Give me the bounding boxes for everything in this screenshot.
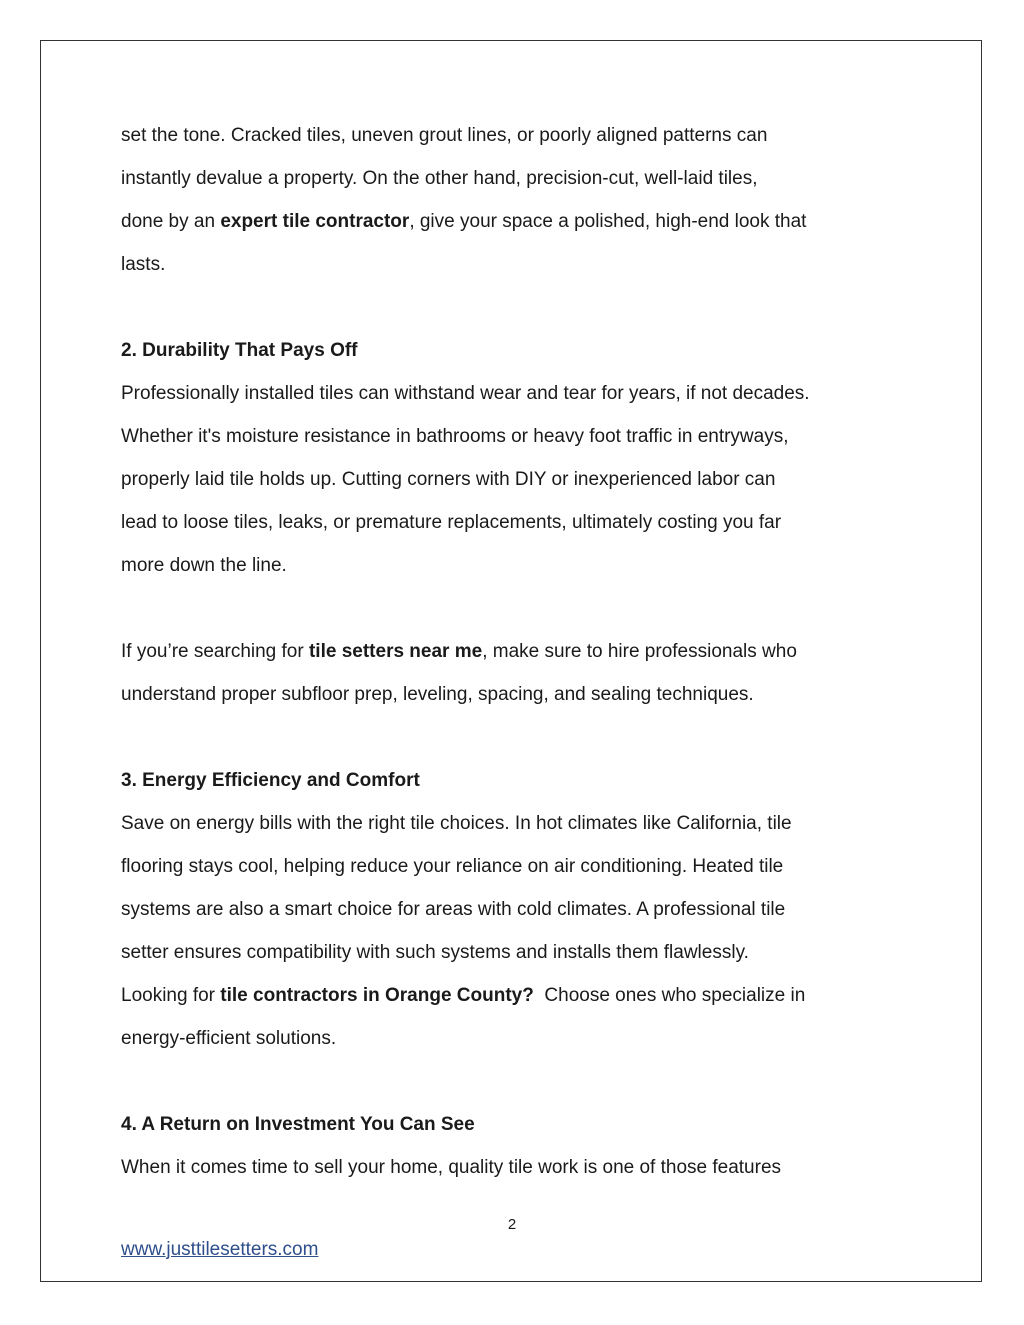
text-line: lasts. — [121, 254, 166, 275]
text-line — [121, 630, 921, 673]
website-link[interactable]: www.justtilesetters.com — [121, 1239, 319, 1260]
text-line — [121, 974, 921, 1017]
spacer — [121, 1060, 921, 1103]
spacer — [121, 716, 921, 759]
text-line: energy-efficient solutions. — [121, 1028, 337, 1049]
text-line: Professionally installed tiles can withstand wear and tear for years, if not decades. — [121, 383, 810, 404]
text-run: , give your space a polished, high-end look that — [409, 211, 807, 232]
document-body — [121, 114, 921, 1189]
page-number: 2 — [507, 1216, 517, 1233]
section-energy — [121, 759, 921, 1060]
text-run: , make sure to hire professionals who — [482, 641, 797, 662]
text-run: Choose ones who specialize in — [533, 985, 806, 1006]
text-line: When it comes time to sell your home, quality tile work is one of those features — [121, 1157, 782, 1178]
text-line: flooring stays cool, helping reduce your reliance on air conditioning. Heated tile — [121, 856, 784, 877]
text-run: Looking for — [121, 985, 221, 1006]
spacer — [121, 286, 921, 329]
text-line: more down the line. — [121, 555, 287, 576]
text-line — [121, 200, 921, 243]
section-roi — [121, 1103, 921, 1189]
bold-keyword: expert tile contractor — [220, 211, 410, 232]
text-line: Save on energy bills with the right tile choices. In hot climates like California, tile — [121, 813, 792, 834]
text-line: properly laid tile holds up. Cutting corners with DIY or inexperienced labor can — [121, 469, 776, 490]
text-run: If you’re searching for — [121, 641, 309, 662]
section-durability — [121, 329, 921, 716]
text-run: done by an — [121, 211, 221, 232]
section-heading: 4. A Return on Investment You Can See — [121, 1114, 475, 1135]
text-line: systems are also a smart choice for areas with cold climates. A professional tile — [121, 899, 786, 920]
text-line: set the tone. Cracked tiles, uneven grout lines, or poorly aligned patterns can — [121, 125, 768, 146]
text-line: Whether it's moisture resistance in bathrooms or heavy foot traffic in entryways, — [121, 426, 789, 447]
section-heading: 3. Energy Efficiency and Comfort — [121, 770, 420, 791]
bold-keyword: tile setters near me — [308, 641, 483, 662]
spacer — [121, 587, 921, 630]
bold-keyword: tile contractors in Orange County? — [220, 985, 534, 1006]
text-line: setter ensures compatibility with such systems and installs them flawlessly. — [121, 942, 749, 963]
text-line: understand proper subfloor prep, leveling, spacing, and sealing techniques. — [121, 684, 754, 705]
intro-paragraph — [121, 114, 921, 286]
section-heading: 2. Durability That Pays Off — [121, 340, 358, 361]
text-line: instantly devalue a property. On the other hand, precision-cut, well-laid tiles, — [121, 168, 758, 189]
text-line: lead to loose tiles, leaks, or premature replacements, ultimately costing you far — [121, 512, 782, 533]
